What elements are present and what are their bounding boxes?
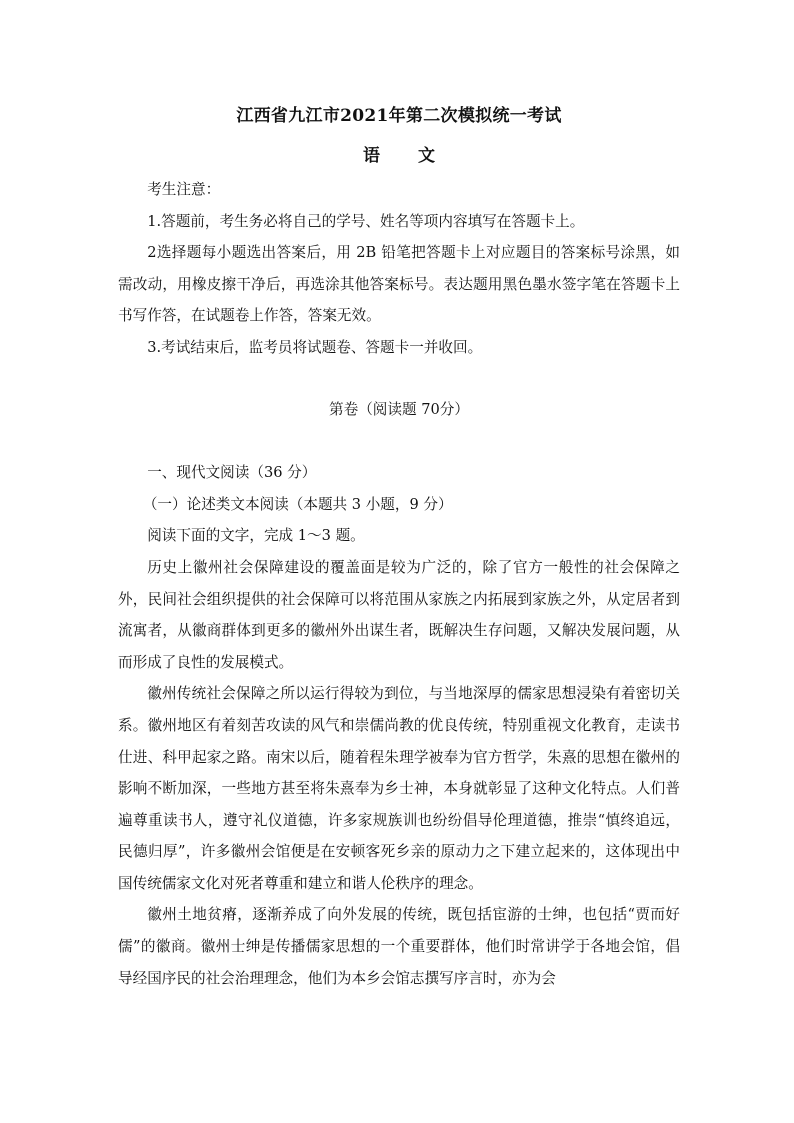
passage-paragraph-1: 历史上徽州社会保障建设的覆盖面是较为广泛的，除了官方一般性的社会保障之外，民间社会组织提供的社会保障可以将范围从家族之内拓展到家族之外，从定居者到流寓者，从徽商群体到更多的徽州外出谋生者，既解决生存问题，又解决发展问题，从而形成了良性的发展模式。 xyxy=(118,558,680,671)
part-one-heading: 一、现代文阅读（36 分） xyxy=(147,464,317,482)
section-title: 第卷（阅读题 70分） xyxy=(329,400,469,418)
passage-paragraph-2: 徽州传统社会保障之所以运行得较为到位，与当地深厚的儒家思想浸染有着密切关系。徽州地区有着刻苦攻读的风气和崇儒尚教的优良传统，特别重视文化教育，走读书仕进、科甲起家之路。南宋以后，随着程朱理学被奉为官方哲学，朱熹的思想在徽州的影响不断加深，一些地方甚至将朱熹奉为乡士神，本身就彰显了这种文化特点。人们普遍尊重读书人，遵守礼仪道德，许多家规族训也纷纷倡导伦理道德，推崇“慎终追远，民德归厚”，许多徽州会馆便是在安顿客死乡亲的原动力之下建立起来的，这体现出中国传统儒家文化对死者尊重和建立和谐人伦秩序的理念。 xyxy=(118,685,680,892)
reading-instruction: 阅读下面的文字，完成 1～3 题。 xyxy=(147,527,365,545)
notice-item-2: 2选择题每小题选出答案后，用 2B 铅笔把答题卡上对应题目的答案标号涂黑，如需改动，用橡皮擦干净后，再选涂其他答案标号。表达题用黑色墨水签字笔在答题卡上书写作答，在试题卷上作答，答案无效。 xyxy=(118,244,680,325)
subject-title: 语文 xyxy=(363,146,473,166)
passage-paragraph-3: 徽州土地贫瘠，逐渐养成了向外发展的传统，既包括宦游的士绅，也包括“贾而好儒”的徽商。徽州士绅是传播儒家思想的一个重要群体，他们时常讲学于各地会馆，倡导经国序民的社会治理理念，他们为本乡会馆志撰写序言时，亦为会 xyxy=(118,906,680,987)
exam-title: 江西省九江市2021年第二次模拟统一考试 xyxy=(236,106,562,126)
notice-heading: 考生注意： xyxy=(147,181,221,198)
notice-item-3: 3.考试结束后，监考员将试题卷、答题卡一并收回。 xyxy=(147,338,483,356)
sub-part-heading: （一）论述类文本阅读（本题共 3 小题，9 分） xyxy=(142,495,453,513)
notice-item-1: 1.答题前，考生务必将自己的学号、姓名等项内容填写在答题卡上。 xyxy=(147,212,585,230)
page-content xyxy=(118,100,680,994)
